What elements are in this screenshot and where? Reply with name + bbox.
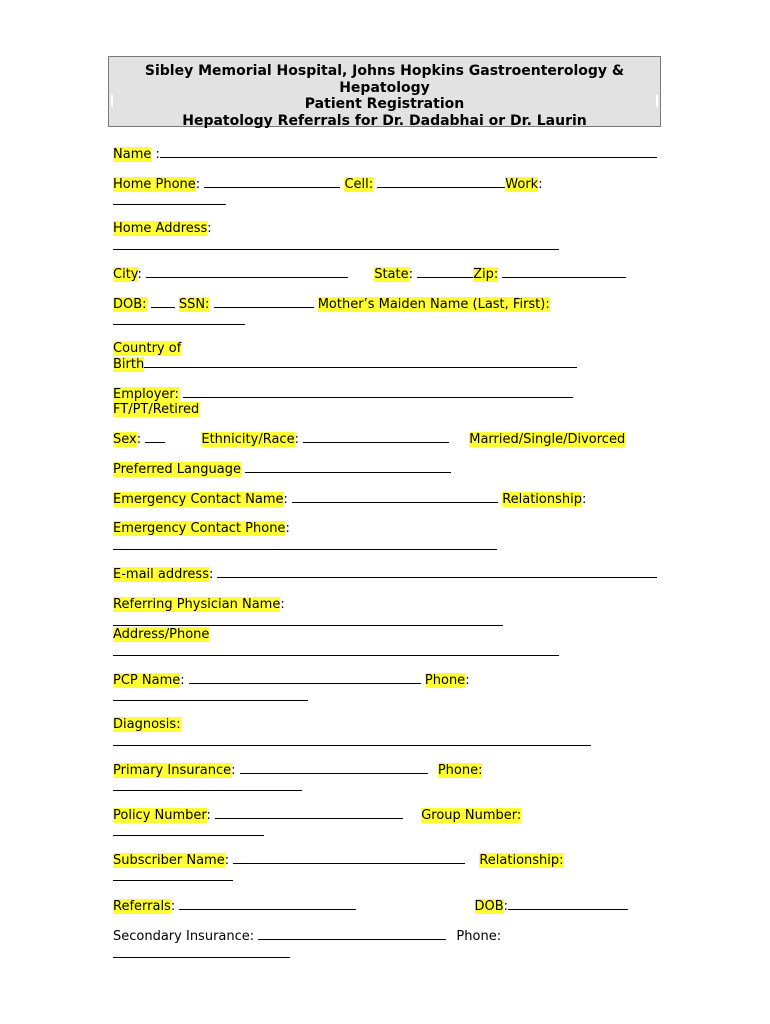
- home-address-label: Home Address: [113, 221, 208, 236]
- ethnicity-label: Ethnicity/Race: [201, 432, 295, 447]
- phone-row: Home Phone: Cell: Work:: [113, 177, 543, 192]
- address-phone-row: [113, 627, 209, 642]
- country-label-1: Country of: [113, 341, 182, 356]
- dob-label: DOB:: [113, 297, 147, 312]
- subscriber-name-label: Subscriber Name: [113, 853, 225, 868]
- referring-physician-row: Referring Physician Name:: [113, 597, 285, 612]
- language-row: [113, 461, 451, 477]
- ssn-label: SSN:: [178, 297, 210, 312]
- secondary-insurance-phone-field[interactable]: [113, 957, 290, 958]
- form-header: [108, 56, 661, 127]
- secondary-insurance-field[interactable]: [258, 928, 446, 940]
- header-referrals: Hepatology Referrals for Dr. Dadabhai or Dr. Laurin: [182, 112, 587, 129]
- primary-insurance-label: Primary Insurance: [113, 763, 232, 778]
- employment-status-label: FT/PT/Retired: [113, 402, 200, 417]
- primary-insurance-phone-field[interactable]: [113, 790, 302, 791]
- policy-number-field[interactable]: [215, 807, 403, 819]
- pcp-row: PCP Name: Phone:: [113, 673, 470, 688]
- referral-dob-field[interactable]: [508, 898, 628, 910]
- subscriber-row: Subscriber Name: Relationship:: [113, 853, 564, 868]
- ssn-field[interactable]: [214, 296, 314, 308]
- pcp-name-label: PCP Name: [113, 673, 181, 688]
- diagnosis-label: Diagnosis:: [113, 717, 181, 732]
- address-phone-label: Address/Phone: [113, 627, 210, 642]
- maiden-name-field[interactable]: [113, 324, 245, 325]
- employer-field[interactable]: [183, 386, 573, 398]
- referrals-row: Referrals: DOB:: [113, 898, 628, 914]
- city-field[interactable]: [146, 266, 348, 278]
- city-label: City: [113, 267, 138, 282]
- sex-label: Sex: [113, 432, 137, 447]
- country-label-2: Birth: [113, 357, 145, 372]
- preferred-language-field[interactable]: [245, 461, 451, 473]
- group-number-label: Group Number:: [421, 808, 522, 823]
- emergency-phone-label: Emergency Contact Phone: [113, 521, 286, 536]
- referrals-field[interactable]: [179, 898, 356, 910]
- emergency-name-row: Emergency Contact Name: Relationship:: [113, 492, 587, 507]
- work-field[interactable]: [113, 204, 226, 205]
- policy-row: Policy Number: Group Number:: [113, 808, 522, 823]
- referral-dob-label: DOB: [474, 899, 504, 914]
- diagnosis-field[interactable]: [113, 745, 591, 746]
- secondary-insurance-phone-label: Phone:: [456, 929, 502, 944]
- pcp-phone-label: Phone: [424, 673, 466, 688]
- emergency-name-field[interactable]: [292, 491, 498, 503]
- home-phone-field[interactable]: [204, 176, 340, 188]
- country-field[interactable]: [144, 356, 577, 368]
- subscriber-name-field[interactable]: [233, 852, 465, 864]
- primary-insurance-phone-label: Phone:: [437, 763, 483, 778]
- emergency-name-label: Emergency Contact Name: [113, 492, 284, 507]
- ethnicity-field[interactable]: [303, 431, 449, 443]
- email-row: E-mail address:: [113, 566, 657, 582]
- header-right-mark: [656, 95, 658, 107]
- preferred-language-label: Preferred Language: [113, 462, 241, 477]
- emergency-phone-row: Emergency Contact Phone:: [113, 521, 290, 536]
- header-title-line1: Sibley Memorial Hospital, Johns Hopkins Gastroenterology &: [144, 63, 625, 79]
- marital-status-label: Married/Single/Divorced: [469, 432, 626, 447]
- name-row: Name :: [113, 146, 657, 162]
- emergency-phone-field[interactable]: [113, 549, 497, 550]
- address-row: Home Address:: [113, 221, 212, 236]
- cell-field[interactable]: [377, 176, 505, 188]
- subscriber-relationship-field[interactable]: [113, 880, 233, 881]
- cell-label: Cell:: [344, 177, 374, 192]
- pcp-phone-field[interactable]: [113, 700, 308, 701]
- header-subtitle: Patient Registration: [304, 96, 465, 112]
- city-row: City: State: Zip:: [113, 266, 626, 282]
- country-row: [113, 341, 577, 372]
- referring-physician-label: Referring Physician Name: [113, 597, 281, 612]
- dob-row: [113, 296, 550, 312]
- address-phone-field[interactable]: [113, 655, 559, 656]
- secondary-insurance-label: Secondary Insurance:: [113, 929, 255, 944]
- sex-field[interactable]: [145, 431, 165, 443]
- group-number-field[interactable]: [113, 835, 264, 836]
- dob-field[interactable]: [151, 296, 175, 308]
- secondary-insurance-row: [113, 928, 501, 944]
- header-title-line2: Hepatology: [339, 79, 430, 96]
- zip-label: Zip:: [473, 267, 499, 282]
- primary-insurance-field[interactable]: [240, 762, 428, 774]
- primary-insurance-row: Primary Insurance: Phone:: [113, 763, 483, 778]
- state-label: State: [374, 267, 409, 282]
- pcp-name-field[interactable]: [189, 672, 421, 684]
- state-field[interactable]: [417, 266, 473, 278]
- policy-number-label: Policy Number: [113, 808, 207, 823]
- diagnosis-row: [113, 717, 181, 732]
- sex-row: Sex: Ethnicity/Race: Married/Single/Divorced: [113, 432, 626, 447]
- work-label: Work: [505, 177, 539, 192]
- maiden-name-label: Mother’s Maiden Name (Last, First):: [317, 297, 550, 312]
- email-field[interactable]: [217, 566, 657, 578]
- email-label: E-mail address: [113, 567, 209, 582]
- emergency-relationship-label: Relationship: [502, 492, 582, 507]
- home-address-field[interactable]: [113, 249, 559, 250]
- zip-field[interactable]: [502, 266, 626, 278]
- name-field[interactable]: [160, 146, 657, 158]
- referrals-label: Referrals: [113, 899, 171, 914]
- header-left-mark: [111, 95, 113, 107]
- employer-row: [113, 386, 573, 417]
- referring-physician-field[interactable]: [113, 625, 503, 626]
- subscriber-relationship-label: Relationship:: [479, 853, 564, 868]
- home-phone-label: Home Phone: [113, 177, 196, 192]
- name-label: Name: [113, 147, 152, 162]
- employer-label: Employer:: [113, 387, 179, 402]
